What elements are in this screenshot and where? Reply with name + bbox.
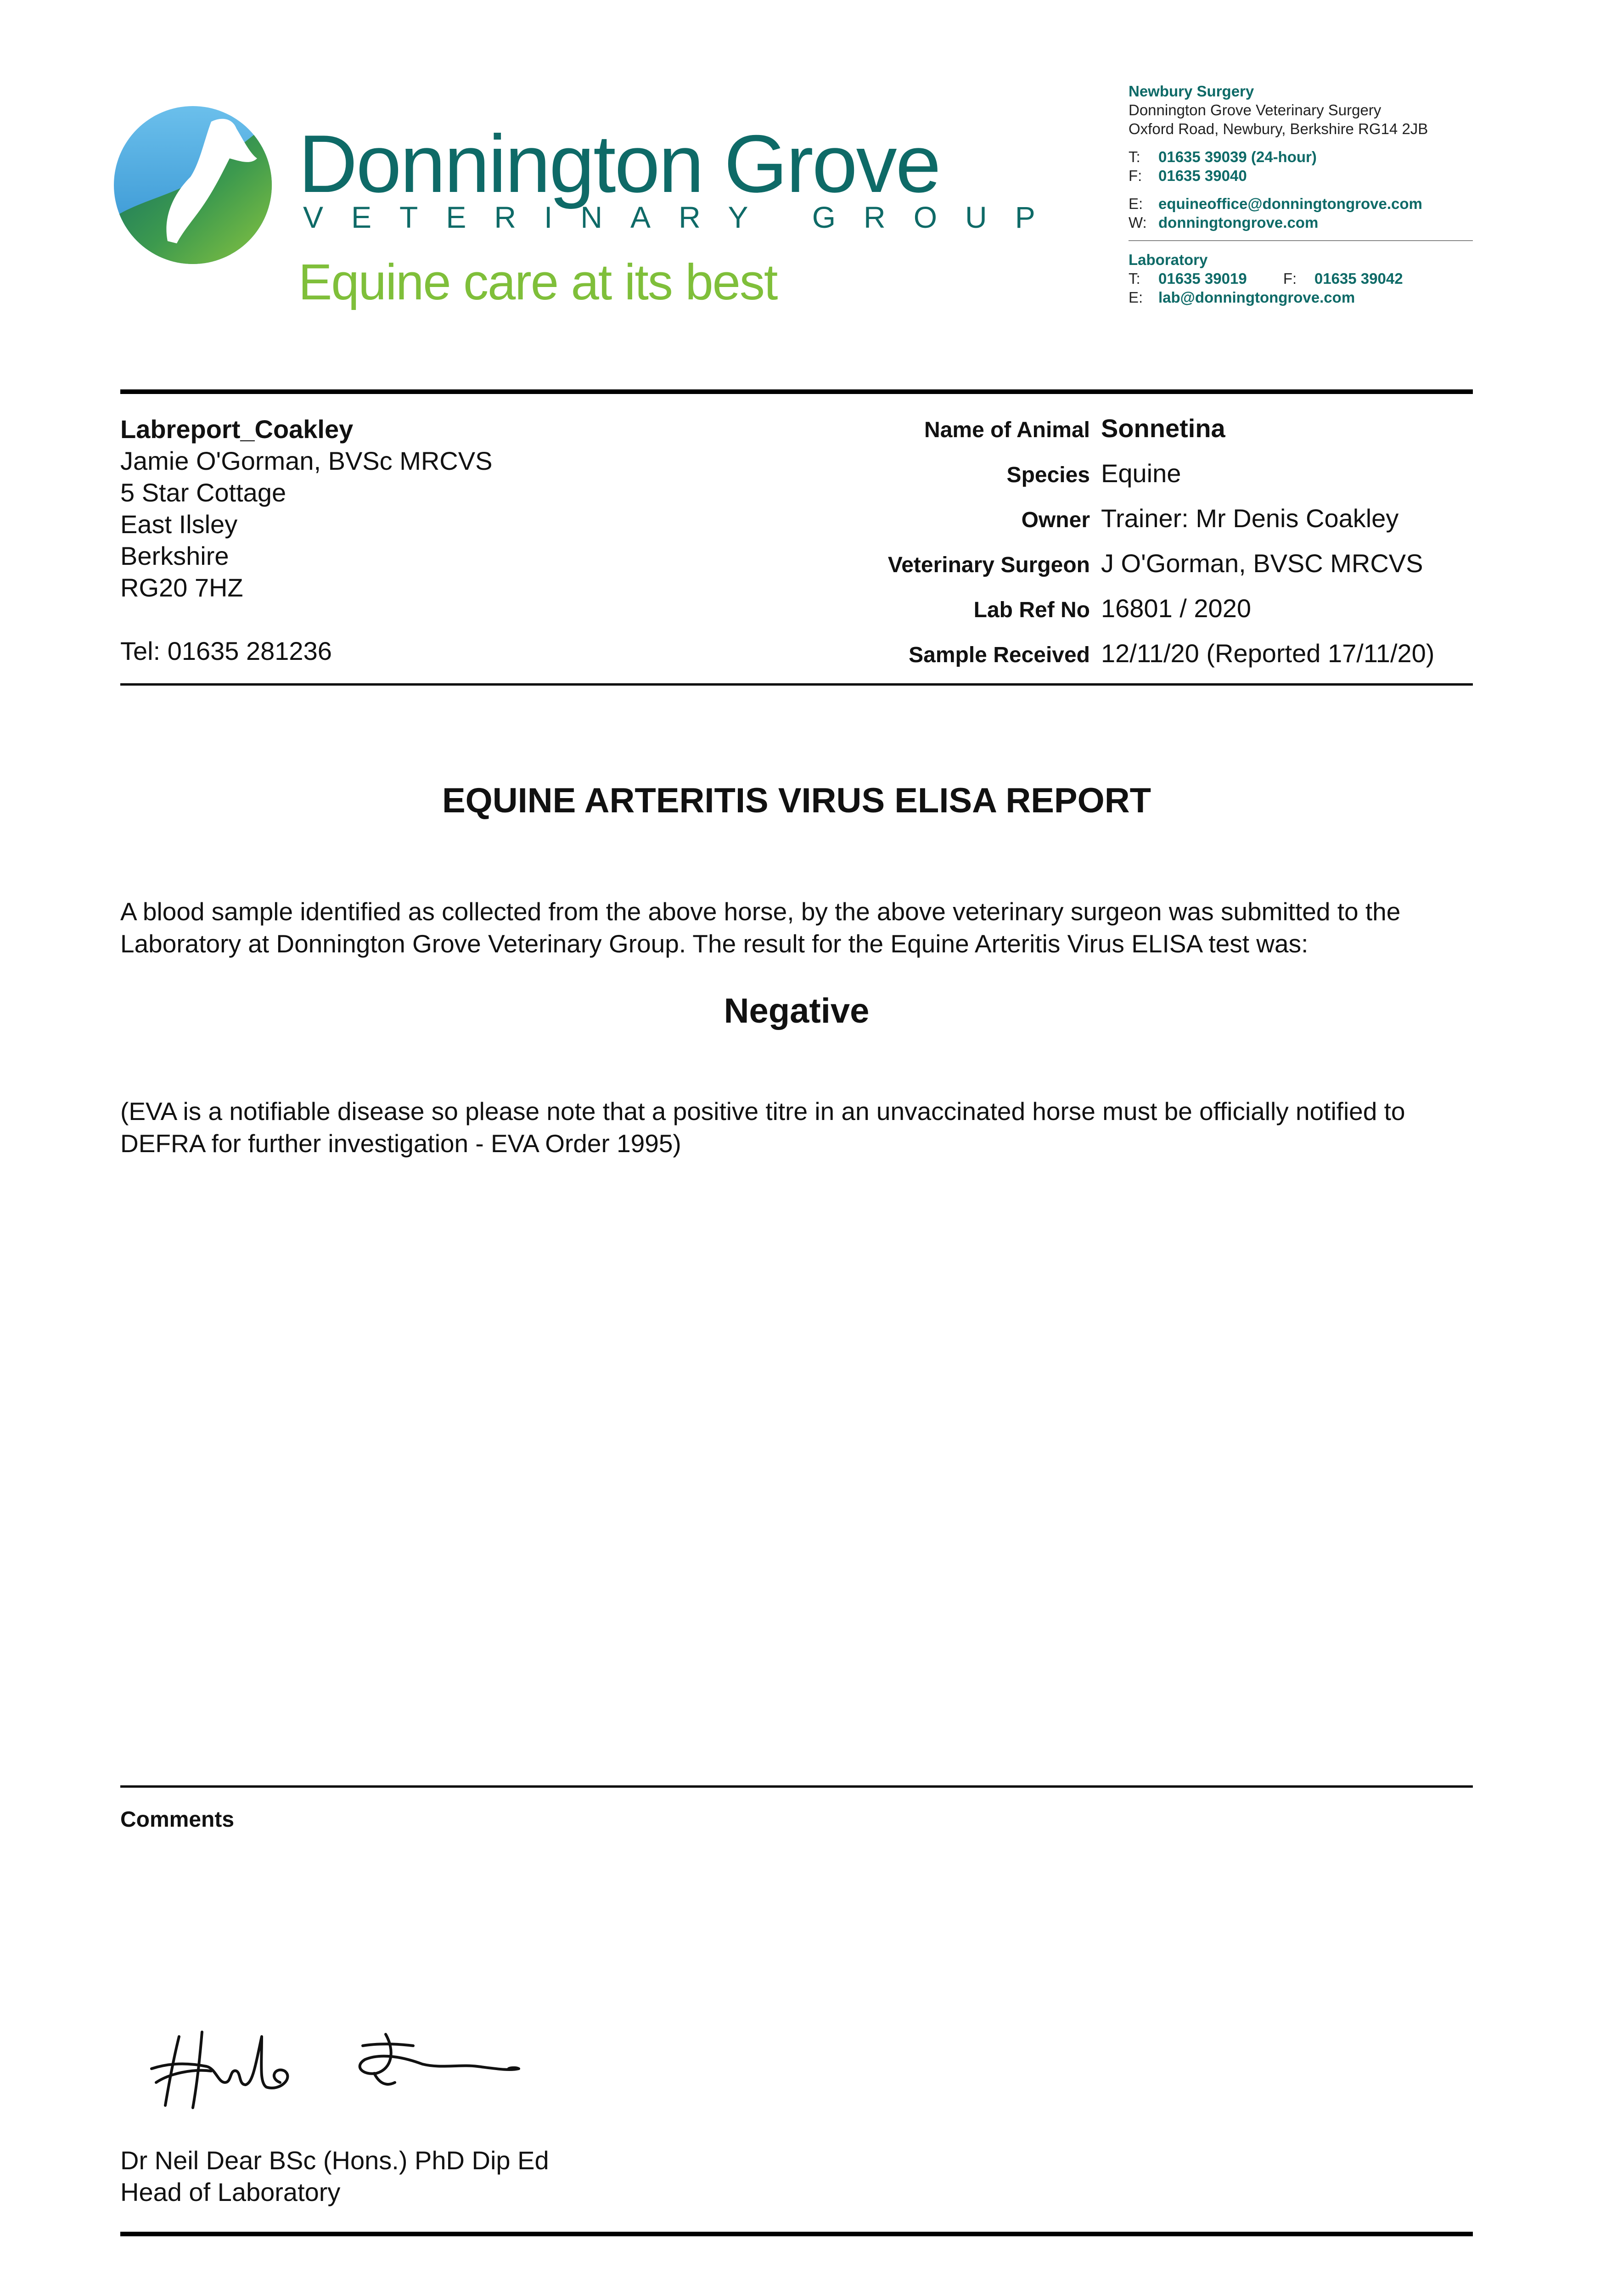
laboratory-heading: Laboratory (1129, 251, 1208, 268)
handwritten-signature (147, 2018, 542, 2119)
detail-value: J O'Gorman, BVSC MRCVS (1101, 549, 1423, 578)
detail-value: Trainer: Mr Denis Coakley (1101, 504, 1399, 533)
footer-rule (120, 2232, 1473, 2236)
comments-rule (120, 1785, 1473, 1788)
detail-value: 12/11/20 (Reported 17/11/20) (1101, 639, 1435, 668)
surgery-tel: 01635 39039 (24-hour) (1158, 148, 1317, 165)
details-rule (120, 683, 1473, 686)
donnington-grove-logo (112, 103, 273, 266)
comments-label: Comments (120, 1807, 235, 1832)
report-reference: Labreport_Coakley (120, 415, 354, 444)
addressee-postcode: RG20 7HZ (120, 573, 243, 602)
signatory-block (120, 2144, 549, 2208)
detail-row-owner (597, 503, 1469, 548)
detail-label: Name of Animal (924, 418, 1090, 442)
brand-name: Donnington Grove (298, 118, 940, 209)
detail-value: 16801 / 2020 (1101, 594, 1251, 623)
surgery-web: donningtongrove.com (1158, 214, 1319, 231)
header-rule (120, 389, 1473, 394)
addressee-line3: Berkshire (120, 541, 229, 570)
lab-fax: 01635 39042 (1314, 270, 1403, 287)
report-title: EQUINE ARTERITIS VIRUS ELISA REPORT (442, 781, 1151, 820)
lab-tel-label: T: (1129, 270, 1140, 287)
detail-label: Species (1006, 463, 1090, 487)
detail-row-vet (597, 548, 1469, 593)
brand-subtitle: VETERINARY GROUP (303, 200, 1063, 234)
surgery-fax-label: F: (1129, 167, 1142, 184)
detail-label: Owner (1021, 508, 1090, 532)
surgery-address-line1: Donnington Grove Veterinary Surgery (1129, 101, 1382, 118)
detail-row-labref (597, 593, 1469, 638)
eva-note: (EVA is a notifiable disease so please note that a positive titre in an unvaccinated horse must be officially notified to DEFRA for further investigation - EVA Order 1995) (120, 1097, 1405, 1158)
detail-row-sample (597, 638, 1469, 683)
detail-label: Lab Ref No (973, 598, 1090, 622)
report-paragraph: A blood sample identified as collected from the above horse, by the above veterinary surgeon was submitted to the Laboratory at Donnington Grove Veterinary Group. The result for the Equine Arteritis Virus ELISA test was: (120, 897, 1401, 958)
brand-tagline: Equine care at its best (298, 254, 777, 310)
addressee-tel: Tel: 01635 281236 (120, 636, 332, 665)
surgery-web-label: W: (1129, 214, 1147, 231)
addressee-line1: 5 Star Cottage (120, 478, 286, 507)
animal-details (597, 413, 1469, 683)
test-result: Negative (724, 991, 870, 1030)
lab-tel: 01635 39019 (1158, 270, 1247, 287)
addressee-block (120, 413, 492, 603)
lab-fax-label: F: (1283, 270, 1297, 287)
signatory-role: Head of Laboratory (120, 2178, 341, 2206)
surgery-address-line2: Oxford Road, Newbury, Berkshire RG14 2JB (1129, 120, 1428, 137)
contact-divider (1129, 240, 1473, 241)
addressee-line2: East Ilsley (120, 510, 238, 539)
lab-email: lab@donningtongrove.com (1158, 289, 1355, 306)
signatory-name: Dr Neil Dear BSc (Hons.) PhD Dip Ed (120, 2146, 549, 2175)
detail-row-species (597, 458, 1469, 503)
contact-block (1129, 82, 1473, 307)
detail-value: Sonnetina (1101, 414, 1225, 443)
surgery-heading: Newbury Surgery (1129, 83, 1254, 100)
detail-label: Sample Received (909, 643, 1090, 667)
surgery-email-label: E: (1129, 195, 1143, 212)
surgery-tel-label: T: (1129, 148, 1140, 165)
detail-value: Equine (1101, 459, 1181, 488)
detail-label: Veterinary Surgeon (887, 553, 1090, 577)
surgery-fax: 01635 39040 (1158, 167, 1247, 184)
detail-row-animal (597, 413, 1469, 458)
addressee-name: Jamie O'Gorman, BVSc MRCVS (120, 446, 493, 475)
lab-email-label: E: (1129, 289, 1143, 306)
surgery-email: equineoffice@donningtongrove.com (1158, 195, 1422, 212)
